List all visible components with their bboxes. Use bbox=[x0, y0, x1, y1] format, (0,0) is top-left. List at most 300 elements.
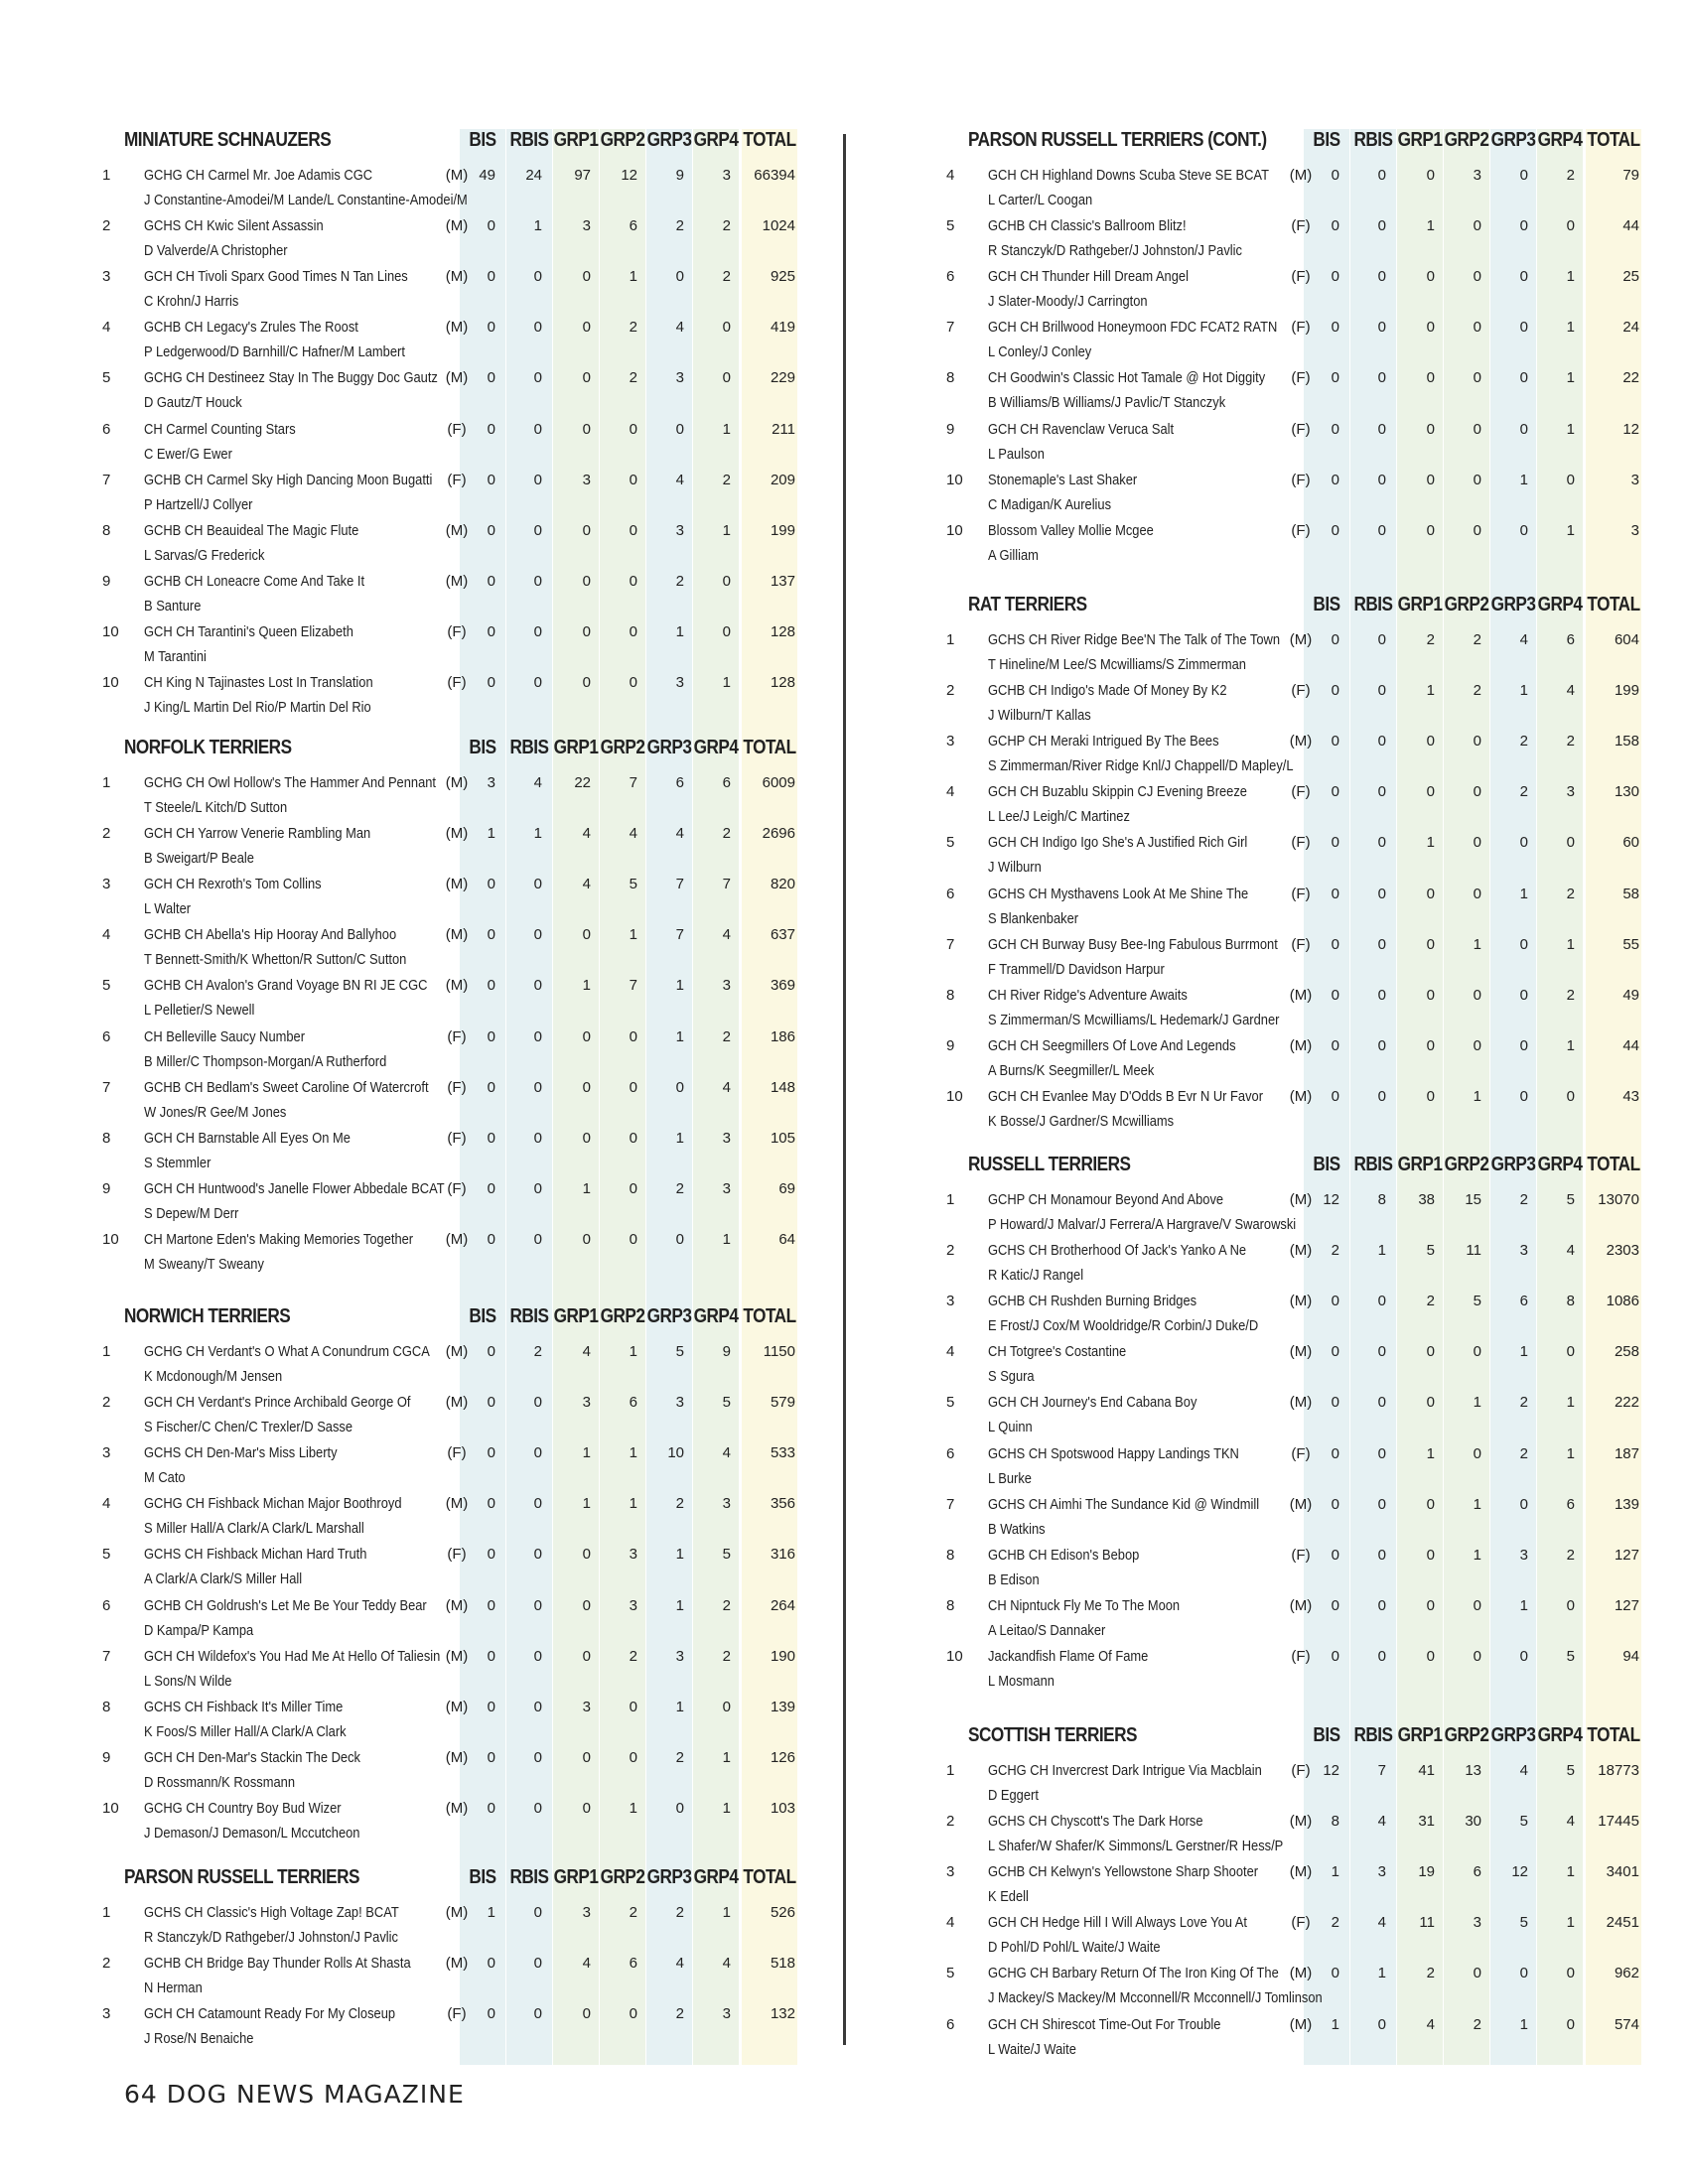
stat-grp3: 1 bbox=[675, 1129, 684, 1147]
stat-header-grp1: GRP1 bbox=[553, 129, 599, 151]
sex-indicator: (M) bbox=[445, 167, 469, 184]
stat-header-grp4: GRP4 bbox=[693, 1305, 739, 1327]
stat-rbis: 0 bbox=[533, 1179, 542, 1197]
stat-grp1: 31 bbox=[1418, 1813, 1435, 1831]
stat-grp3: 5 bbox=[675, 1343, 684, 1360]
stat-header-grp1: GRP1 bbox=[553, 1305, 599, 1327]
stat-grp1: 3 bbox=[582, 471, 591, 488]
stat-grp2: 0 bbox=[629, 622, 637, 640]
rank-number: 4 bbox=[946, 167, 955, 184]
dog-name: GCH CH Journey's End Cabana Boy bbox=[988, 1394, 1197, 1412]
stat-rbis: 0 bbox=[1377, 834, 1386, 852]
owner-names: J Wilburn bbox=[988, 859, 1042, 877]
stat-grp2: 12 bbox=[621, 167, 637, 184]
ranking-row bbox=[0, 1648, 844, 1699]
ranking-row bbox=[0, 1028, 844, 1079]
stat-header-grp2: GRP2 bbox=[1444, 1724, 1489, 1746]
stat-grp4: 1 bbox=[1566, 1914, 1575, 1932]
stat-grp2: 0 bbox=[1473, 471, 1481, 488]
owner-names: D Pohl/D Pohl/L Waite/J Waite bbox=[988, 1939, 1161, 1957]
owner-names: J Demason/J Demason/L Mccutcheon bbox=[144, 1824, 360, 1842]
stat-header-total: TOTAL bbox=[743, 1866, 796, 1888]
rank-number: 10 bbox=[102, 1230, 119, 1248]
stat-grp1: 0 bbox=[1426, 369, 1435, 387]
stat-total: 79 bbox=[1622, 167, 1639, 184]
stat-bis: 0 bbox=[487, 1647, 495, 1665]
stat-grp4: 4 bbox=[1566, 682, 1575, 700]
stat-rbis: 0 bbox=[1377, 1546, 1386, 1564]
stat-grp4: 1 bbox=[1566, 319, 1575, 337]
stat-rbis: 0 bbox=[1377, 217, 1386, 235]
stat-grp1: 1 bbox=[1426, 682, 1435, 700]
owner-names: B Edison bbox=[988, 1570, 1040, 1588]
stat-bis: 0 bbox=[1331, 1965, 1339, 1982]
stat-grp2: 6 bbox=[629, 1394, 637, 1412]
stat-bis: 0 bbox=[487, 572, 495, 590]
stat-grp4: 0 bbox=[722, 1698, 731, 1715]
dog-name: GCHB CH Classic's Ballroom Blitz! bbox=[988, 217, 1187, 235]
stat-rbis: 0 bbox=[533, 1955, 542, 1973]
stat-bis: 0 bbox=[487, 1078, 495, 1096]
stat-rbis: 0 bbox=[533, 1799, 542, 1817]
stat-bis: 0 bbox=[1331, 1647, 1339, 1665]
stat-bis: 0 bbox=[487, 1027, 495, 1045]
stat-grp3: 2 bbox=[675, 1748, 684, 1766]
rank-number: 3 bbox=[102, 268, 111, 286]
sex-indicator: (F) bbox=[1291, 682, 1311, 700]
stat-grp2: 30 bbox=[1465, 1813, 1481, 1831]
dog-name: CH Nipntuck Fly Me To The Moon bbox=[988, 1596, 1181, 1614]
stat-bis: 0 bbox=[1331, 733, 1339, 751]
rank-number: 6 bbox=[946, 268, 955, 286]
stat-header-bis: BIS bbox=[469, 129, 496, 151]
stat-grp4: 1 bbox=[1566, 1863, 1575, 1881]
page-footer: 64 DOG NEWS MAGAZINE bbox=[124, 2080, 465, 2109]
ranking-row bbox=[0, 825, 844, 876]
stat-header-grp3: GRP3 bbox=[646, 737, 692, 758]
owner-names: B Watkins bbox=[988, 1520, 1046, 1538]
sex-indicator: (M) bbox=[1289, 733, 1313, 751]
stat-grp3: 0 bbox=[675, 420, 684, 438]
stat-total: 1150 bbox=[763, 1343, 795, 1360]
dog-name: GCHP CH Monamour Beyond And Above bbox=[988, 1191, 1224, 1208]
stat-grp4: 4 bbox=[722, 1078, 731, 1096]
stat-rbis: 0 bbox=[533, 2005, 542, 2023]
ranking-row bbox=[844, 1762, 1688, 1813]
stat-bis: 0 bbox=[1331, 217, 1339, 235]
owner-names: S Miller Hall/A Clark/A Clark/L Marshall bbox=[144, 1520, 364, 1538]
stat-bis: 0 bbox=[487, 1495, 495, 1513]
stat-rbis: 1 bbox=[533, 825, 542, 843]
breed-title: RAT TERRIERS bbox=[968, 594, 1087, 615]
stat-grp3: 12 bbox=[1511, 1863, 1528, 1881]
stat-grp2: 0 bbox=[629, 572, 637, 590]
stat-bis: 0 bbox=[487, 1748, 495, 1766]
owner-names: T Hineline/M Lee/S Mcwilliams/S Zimmerman bbox=[988, 656, 1246, 673]
rank-number: 4 bbox=[946, 1343, 955, 1361]
stat-bis: 0 bbox=[487, 319, 495, 337]
owner-names: L Walter bbox=[144, 900, 192, 918]
sex-indicator: (M) bbox=[1289, 631, 1313, 648]
sex-indicator: (M) bbox=[445, 774, 469, 791]
stat-header-rbis: RBIS bbox=[509, 1305, 549, 1327]
stat-rbis: 0 bbox=[1377, 420, 1386, 438]
stat-grp3: 0 bbox=[1519, 1495, 1528, 1513]
stat-bis: 0 bbox=[1331, 521, 1339, 539]
stat-bis: 0 bbox=[487, 1343, 495, 1360]
owner-names: J King/L Martin Del Rio/P Martin Del Rio bbox=[144, 699, 371, 716]
stat-grp2: 7 bbox=[629, 774, 637, 791]
dog-name: GCH CH Rexroth's Tom Collins bbox=[144, 876, 322, 893]
stat-grp2: 11 bbox=[1466, 1242, 1481, 1260]
stat-bis: 8 bbox=[1331, 1813, 1339, 1831]
stat-grp3: 2 bbox=[675, 2005, 684, 2023]
stat-rbis: 0 bbox=[1377, 682, 1386, 700]
owner-names: L Carter/L Coogan bbox=[988, 192, 1093, 208]
stat-total: 22 bbox=[1622, 369, 1639, 387]
ranking-row bbox=[844, 783, 1688, 834]
stat-grp4: 3 bbox=[1566, 783, 1575, 801]
stat-rbis: 1 bbox=[1377, 1242, 1386, 1260]
stat-grp3: 0 bbox=[1519, 217, 1528, 235]
stat-grp4: 1 bbox=[722, 1799, 731, 1817]
stat-grp2: 1 bbox=[629, 1495, 637, 1513]
ranking-row bbox=[0, 217, 844, 268]
ranking-row bbox=[0, 1180, 844, 1231]
stat-header-rbis: RBIS bbox=[1353, 1154, 1393, 1175]
owner-names: T Steele/L Kitch/D Sutton bbox=[144, 799, 288, 816]
stat-grp3: 6 bbox=[1519, 1293, 1528, 1310]
ranking-row bbox=[844, 1037, 1688, 1088]
stat-grp4: 5 bbox=[1566, 1647, 1575, 1665]
stat-grp1: 0 bbox=[582, 521, 591, 539]
dog-name: CH Carmel Counting Stars bbox=[144, 420, 296, 438]
stat-rbis: 0 bbox=[533, 1129, 542, 1147]
owner-names: P Hartzell/J Collyer bbox=[144, 495, 253, 513]
rank-number: 7 bbox=[946, 319, 955, 337]
rank-number: 1 bbox=[946, 1191, 955, 1208]
stat-bis: 0 bbox=[487, 1698, 495, 1715]
breed-title: PARSON RUSSELL TERRIERS bbox=[124, 1866, 359, 1888]
ranking-row bbox=[844, 1394, 1688, 1444]
owner-names: A Leitao/S Dannaker bbox=[988, 1621, 1106, 1639]
sex-indicator: (F) bbox=[447, 2005, 467, 2023]
stat-total: 25 bbox=[1622, 268, 1639, 286]
stat-total: 3401 bbox=[1606, 1863, 1639, 1881]
stat-header-grp4: GRP4 bbox=[693, 737, 739, 758]
ranking-row bbox=[844, 472, 1688, 522]
ranking-row bbox=[844, 1597, 1688, 1648]
stat-grp3: 3 bbox=[675, 674, 684, 691]
dog-name: GCHB CH Legacy's Zrules The Roost bbox=[144, 319, 358, 337]
dog-name: GCHB CH Loneacre Come And Take It bbox=[144, 572, 365, 590]
ranking-row bbox=[844, 1914, 1688, 1965]
rank-number: 5 bbox=[102, 977, 111, 995]
stat-grp2: 3 bbox=[629, 1546, 637, 1564]
stat-grp4: 0 bbox=[1566, 217, 1575, 235]
stat-total: 2451 bbox=[1606, 1914, 1639, 1932]
dog-name: GCHB CH Beauideal The Magic Flute bbox=[144, 521, 359, 539]
stat-grp1: 38 bbox=[1418, 1191, 1435, 1208]
ranking-row bbox=[0, 1394, 844, 1444]
stat-grp4: 8 bbox=[1566, 1293, 1575, 1310]
breed-section bbox=[844, 594, 1688, 1139]
breed-title: NORWICH TERRIERS bbox=[124, 1305, 291, 1327]
rank-number: 4 bbox=[102, 926, 111, 944]
stat-rbis: 0 bbox=[533, 1027, 542, 1045]
rank-number: 6 bbox=[946, 885, 955, 902]
dog-name: GCHS CH River Ridge Bee'N The Talk of The Town bbox=[988, 631, 1281, 648]
stat-header-grp2: GRP2 bbox=[600, 1866, 645, 1888]
owner-names: S Zimmerman/River Ridge Knl/J Chappell/D Mapley/L bbox=[988, 757, 1294, 775]
breed-section bbox=[0, 129, 844, 725]
stat-rbis: 1 bbox=[1377, 1965, 1386, 1982]
owner-names: S Zimmerman/S Mcwilliams/L Hedemark/J Gardner bbox=[988, 1011, 1280, 1028]
stat-bis: 0 bbox=[1331, 1293, 1339, 1310]
stat-bis: 0 bbox=[487, 1955, 495, 1973]
rank-number: 9 bbox=[102, 1748, 111, 1766]
stat-header-grp1: GRP1 bbox=[1397, 1724, 1443, 1746]
dog-name: GCHG CH Invercrest Dark Intrigue Via Macblain bbox=[988, 1762, 1262, 1779]
owner-names: J Rose/N Benaiche bbox=[144, 2030, 254, 2048]
ranking-row bbox=[844, 987, 1688, 1037]
stat-grp1: 0 bbox=[582, 926, 591, 944]
stat-grp2: 1 bbox=[1473, 1394, 1481, 1412]
stat-rbis: 0 bbox=[533, 977, 542, 995]
stat-grp4: 1 bbox=[1566, 521, 1575, 539]
sex-indicator: (F) bbox=[447, 674, 467, 691]
stat-grp4: 1 bbox=[722, 1904, 731, 1921]
stat-grp3: 2 bbox=[1519, 1191, 1528, 1208]
ranking-row bbox=[844, 1547, 1688, 1597]
rank-number: 6 bbox=[102, 420, 111, 438]
stat-grp1: 0 bbox=[1426, 268, 1435, 286]
sex-indicator: (M) bbox=[445, 319, 469, 337]
stat-total: 6009 bbox=[762, 774, 795, 791]
ranking-row bbox=[844, 2016, 1688, 2067]
stat-grp2: 1 bbox=[1473, 1087, 1481, 1105]
stat-grp4: 1 bbox=[1566, 420, 1575, 438]
stat-grp4: 1 bbox=[1566, 935, 1575, 953]
stat-grp2: 0 bbox=[629, 1698, 637, 1715]
sex-indicator: (M) bbox=[1289, 986, 1313, 1004]
stat-total: 637 bbox=[770, 926, 795, 944]
stat-grp4: 5 bbox=[1566, 1762, 1575, 1779]
stat-grp4: 5 bbox=[722, 1394, 731, 1412]
stat-grp4: 1 bbox=[1566, 268, 1575, 286]
dog-name: GCHG CH Owl Hollow's The Hammer And Pennant bbox=[144, 774, 437, 791]
stat-grp2: 0 bbox=[629, 521, 637, 539]
stat-grp1: 2 bbox=[1426, 1965, 1435, 1982]
stat-total: 12 bbox=[1622, 420, 1639, 438]
stat-grp3: 1 bbox=[1519, 1596, 1528, 1614]
stat-total: 211 bbox=[772, 420, 795, 438]
stat-grp4: 4 bbox=[1566, 1813, 1575, 1831]
stat-header-grp2: GRP2 bbox=[1444, 1154, 1489, 1175]
dog-name: GCHG CH Country Boy Bud Wizer bbox=[144, 1799, 342, 1817]
rank-number: 3 bbox=[946, 1863, 955, 1881]
stat-grp3: 4 bbox=[675, 319, 684, 337]
stat-grp1: 0 bbox=[1426, 1596, 1435, 1614]
stat-rbis: 4 bbox=[533, 774, 542, 791]
stat-bis: 2 bbox=[1331, 1242, 1339, 1260]
sex-indicator: (F) bbox=[447, 1078, 467, 1096]
left-column bbox=[0, 0, 844, 2075]
stat-header-total: TOTAL bbox=[1587, 1154, 1640, 1175]
dog-name: GCHB CH Abella's Hip Hooray And Ballyhoo bbox=[144, 926, 397, 944]
stat-header-total: TOTAL bbox=[1587, 594, 1640, 615]
stat-bis: 49 bbox=[479, 167, 495, 184]
stat-grp4: 4 bbox=[722, 1444, 731, 1462]
rank-number: 3 bbox=[946, 733, 955, 751]
dog-name: GCHG CH Fishback Michan Major Boothroyd bbox=[144, 1495, 402, 1513]
rank-number: 5 bbox=[946, 217, 955, 235]
stat-grp3: 10 bbox=[667, 1444, 684, 1462]
stat-grp4: 2 bbox=[1566, 167, 1575, 184]
owner-names: K Foos/S Miller Hall/A Clark/A Clark bbox=[144, 1722, 347, 1740]
stat-grp1: 0 bbox=[582, 1596, 591, 1614]
owner-names: M Cato bbox=[144, 1469, 186, 1487]
sex-indicator: (F) bbox=[1291, 1647, 1311, 1665]
stat-grp3: 0 bbox=[1519, 369, 1528, 387]
stat-bis: 1 bbox=[1331, 2015, 1339, 2033]
stat-grp1: 0 bbox=[1426, 1546, 1435, 1564]
stat-grp3: 4 bbox=[675, 825, 684, 843]
stat-grp2: 6 bbox=[629, 217, 637, 235]
rank-number: 10 bbox=[946, 521, 963, 539]
stat-bis: 0 bbox=[487, 471, 495, 488]
stat-grp3: 2 bbox=[1519, 733, 1528, 751]
stat-rbis: 0 bbox=[533, 1230, 542, 1248]
stat-rbis: 0 bbox=[533, 319, 542, 337]
breed-title: SCOTTISH TERRIERS bbox=[968, 1724, 1137, 1746]
stat-rbis: 0 bbox=[533, 572, 542, 590]
stat-rbis: 4 bbox=[1377, 1813, 1386, 1831]
stat-header-total: TOTAL bbox=[743, 1305, 796, 1327]
sex-indicator: (M) bbox=[445, 1596, 469, 1614]
stat-grp4: 0 bbox=[722, 622, 731, 640]
dog-name: GCHB CH Bridge Bay Thunder Rolls At Shasta bbox=[144, 1955, 411, 1973]
sex-indicator: (F) bbox=[1291, 1444, 1311, 1462]
stat-grp2: 1 bbox=[629, 268, 637, 286]
stat-total: 419 bbox=[770, 319, 795, 337]
stat-rbis: 0 bbox=[533, 1495, 542, 1513]
stat-total: 64 bbox=[778, 1230, 795, 1248]
sex-indicator: (M) bbox=[445, 825, 469, 843]
dog-name: GCH CH Evanlee May D'Odds B Evr N Ur Favor bbox=[988, 1087, 1264, 1105]
stat-rbis: 0 bbox=[1377, 986, 1386, 1004]
stat-grp4: 2 bbox=[1566, 733, 1575, 751]
owner-names: L Quinn bbox=[988, 1419, 1033, 1436]
stat-header-bis: BIS bbox=[469, 1305, 496, 1327]
stat-bis: 0 bbox=[487, 217, 495, 235]
stat-header-grp2: GRP2 bbox=[1444, 594, 1489, 615]
stat-header-grp3: GRP3 bbox=[1490, 1724, 1536, 1746]
stat-grp2: 2 bbox=[1473, 631, 1481, 648]
rank-number: 4 bbox=[946, 783, 955, 801]
stat-grp1: 1 bbox=[1426, 217, 1435, 235]
sex-indicator: (M) bbox=[1289, 1596, 1313, 1614]
ranking-row bbox=[0, 573, 844, 623]
stat-grp1: 0 bbox=[1426, 733, 1435, 751]
stat-grp4: 1 bbox=[1566, 1444, 1575, 1462]
rank-number: 10 bbox=[102, 622, 119, 640]
rank-number: 5 bbox=[102, 1546, 111, 1564]
rank-number: 4 bbox=[102, 319, 111, 337]
stat-bis: 0 bbox=[1331, 631, 1339, 648]
stat-grp2: 6 bbox=[1473, 1863, 1481, 1881]
stat-bis: 1 bbox=[487, 825, 495, 843]
stat-grp1: 4 bbox=[1426, 2015, 1435, 2033]
ranking-row bbox=[844, 1445, 1688, 1496]
rank-number: 3 bbox=[102, 2005, 111, 2023]
stat-total: 2696 bbox=[762, 825, 795, 843]
stat-rbis: 0 bbox=[533, 420, 542, 438]
stat-grp4: 2 bbox=[1566, 1546, 1575, 1564]
stat-total: 925 bbox=[770, 268, 795, 286]
stat-grp4: 2 bbox=[1566, 986, 1575, 1004]
owner-names: S Fischer/C Chen/C Trexler/D Sasse bbox=[144, 1419, 353, 1436]
rank-number: 10 bbox=[946, 1087, 963, 1105]
stat-bis: 0 bbox=[1331, 1495, 1339, 1513]
stat-grp2: 0 bbox=[1473, 986, 1481, 1004]
stat-rbis: 0 bbox=[1377, 885, 1386, 902]
dog-name: GCH CH Tarantini's Queen Elizabeth bbox=[144, 622, 353, 640]
stat-grp4: 3 bbox=[722, 1495, 731, 1513]
rank-number: 1 bbox=[946, 631, 955, 648]
stat-total: 258 bbox=[1614, 1343, 1639, 1361]
stat-grp1: 0 bbox=[582, 369, 591, 387]
ranking-row bbox=[0, 1904, 844, 1955]
rank-number: 9 bbox=[102, 572, 111, 590]
stat-grp2: 0 bbox=[1473, 1596, 1481, 1614]
stat-grp2: 3 bbox=[1473, 1914, 1481, 1932]
dog-name: GCHS CH Den-Mar's Miss Liberty bbox=[144, 1444, 338, 1462]
rank-number: 1 bbox=[102, 1904, 111, 1921]
stat-grp4: 0 bbox=[1566, 2015, 1575, 2033]
ranking-row bbox=[844, 1293, 1688, 1343]
ranking-row bbox=[844, 268, 1688, 319]
breed-section bbox=[844, 1154, 1688, 1699]
owner-names: K Edell bbox=[988, 1888, 1029, 1906]
stat-grp3: 0 bbox=[675, 1230, 684, 1248]
dog-name: CH River Ridge's Adventure Awaits bbox=[988, 986, 1188, 1004]
sex-indicator: (M) bbox=[445, 521, 469, 539]
stat-bis: 0 bbox=[487, 1179, 495, 1197]
sex-indicator: (M) bbox=[445, 876, 469, 893]
stat-bis: 0 bbox=[487, 2005, 495, 2023]
sex-indicator: (M) bbox=[445, 268, 469, 286]
owner-names: L Shafer/W Shafer/K Simmons/L Gerstner/R Hess/P bbox=[988, 1838, 1284, 1855]
stat-grp3: 0 bbox=[1519, 268, 1528, 286]
sex-indicator: (M) bbox=[1289, 1965, 1313, 1982]
stat-grp3: 1 bbox=[675, 1596, 684, 1614]
stat-grp2: 0 bbox=[1473, 1343, 1481, 1361]
dog-name: GCH CH Burway Busy Bee-Ing Fabulous Burrmont bbox=[988, 935, 1278, 953]
stat-bis: 0 bbox=[1331, 1343, 1339, 1361]
stat-grp4: 3 bbox=[722, 2005, 731, 2023]
owner-names: K Bosse/J Gardner/S Mcwilliams bbox=[988, 1112, 1175, 1130]
owner-names: F Trammell/D Davidson Harpur bbox=[988, 960, 1165, 978]
stat-bis: 1 bbox=[1331, 1863, 1339, 1881]
ranking-row bbox=[844, 319, 1688, 369]
breed-title: NORFOLK TERRIERS bbox=[124, 737, 292, 758]
stat-grp1: 0 bbox=[582, 1027, 591, 1045]
sex-indicator: (F) bbox=[1291, 1546, 1311, 1564]
ranking-row bbox=[844, 834, 1688, 885]
rank-number: 2 bbox=[946, 682, 955, 700]
stat-total: 69 bbox=[778, 1179, 795, 1197]
